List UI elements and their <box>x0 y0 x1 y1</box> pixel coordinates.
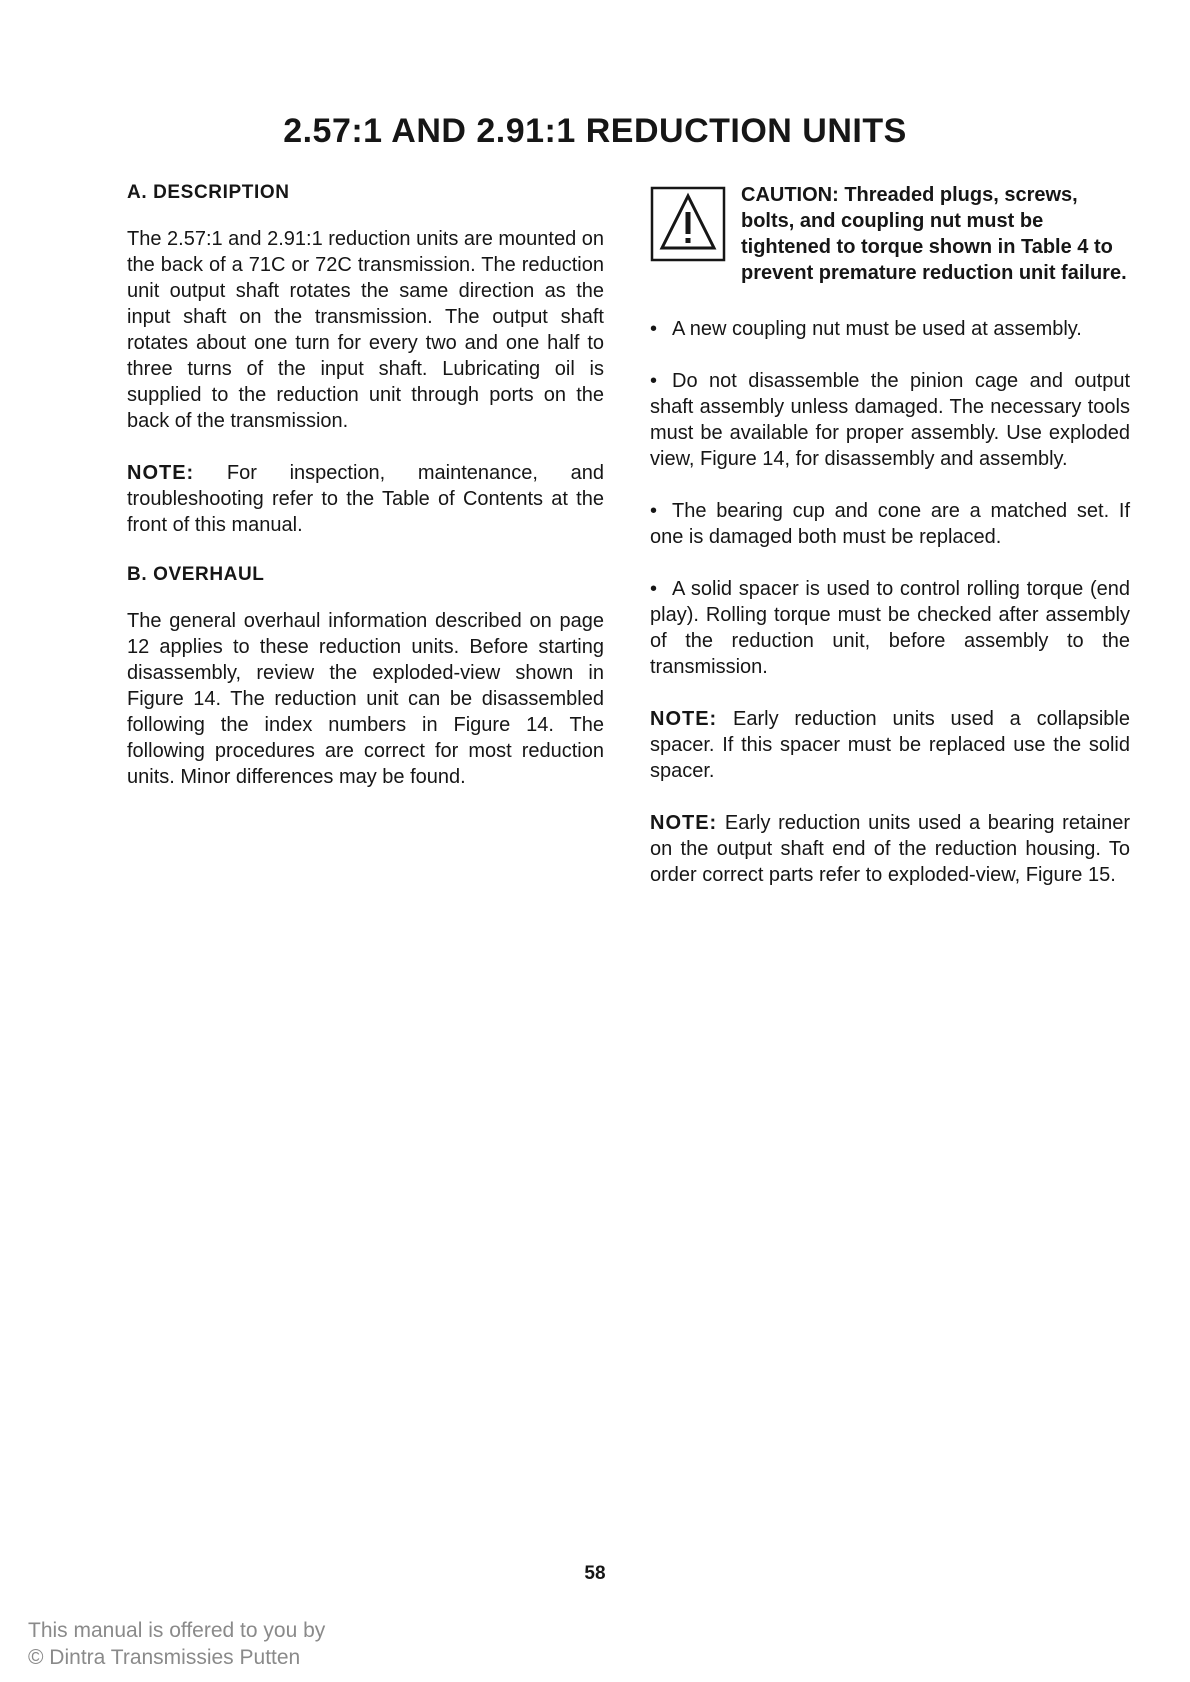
warning-triangle-icon <box>650 186 726 262</box>
overhaul-heading: B. OVERHAUL <box>127 564 265 585</box>
note-label: NOTE: <box>127 462 195 484</box>
page-number: 58 <box>584 1563 606 1584</box>
bullet-icon: • <box>650 370 658 392</box>
right-column <box>650 182 1130 914</box>
note-label: NOTE: <box>650 812 718 834</box>
bullet-text: Do not disassemble the pinion cage and output shaft assembly unless damaged. The necessary tools must be available for proper assembly. Use exploded view, Figure 14, for disassembly and assembly. <box>650 370 1130 470</box>
collapsible-spacer-note <box>650 706 1130 784</box>
bullet-item <box>650 316 1130 342</box>
caution-block <box>650 182 1130 286</box>
page-title: 2.57:1 AND 2.91:1 REDUCTION UNITS <box>283 112 907 150</box>
note-text: For inspection, maintenance, and troubleshooting refer to the Table of Contents at the front of this manual. <box>127 462 605 536</box>
description-paragraph: The 2.57:1 and 2.91:1 reduction units are mounted on the back of a 71C or 72C transmission. The reduction unit output shaft rotates the same direction as the input shaft on the transmission. The output shaft rotates about one turn for every two and one half to three turns of the input shaft. Lubricating oil is supplied to the reduction unit through ports on the back of the transmission. <box>127 228 605 432</box>
bullet-icon: • <box>650 578 658 600</box>
footer-line-2: © Dintra Transmissies Putten <box>28 1646 301 1669</box>
bullet-icon: • <box>650 500 658 522</box>
bearing-retainer-note <box>650 810 1130 888</box>
bullet-item <box>650 368 1130 472</box>
note-text: Early reduction units used a collapsible spacer. If this spacer must be replaced use the solid spacer. <box>650 708 1130 782</box>
bullet-text: A new coupling nut must be used at assembly. <box>672 318 1082 340</box>
note-label: NOTE: <box>650 708 718 730</box>
bullet-item <box>650 576 1130 680</box>
description-heading: A. DESCRIPTION <box>127 182 290 203</box>
bullet-text: A solid spacer is used to control rolling torque (end play). Rolling torque must be checked after assembly of the reduction unit, before assembly to the transmission. <box>650 578 1130 678</box>
bullet-item <box>650 498 1130 550</box>
footer-line-1: This manual is offered to you by <box>28 1619 326 1642</box>
inspection-note <box>127 460 604 538</box>
bullet-icon: • <box>650 318 658 340</box>
left-column <box>127 182 604 816</box>
caution-text: CAUTION: Threaded plugs, screws, bolts, and coupling nut must be tightened to torque shown in Table 4 to prevent premature reduction unit failure. <box>741 184 1127 284</box>
overhaul-paragraph: The general overhaul information described on page 12 applies to these reduction units. Before starting disassembly, review the exploded-view shown in Figure 14. The reduction unit can be disassembled following the index numbers in Figure 14. The following procedures are correct for most reduction units. Minor differences may be found. <box>127 610 604 788</box>
note-text: Early reduction units used a bearing retainer on the output shaft end of the reduction housing. To order correct parts refer to exploded-view, Figure 15. <box>650 812 1130 886</box>
bullet-text: The bearing cup and cone are a matched set. If one is damaged both must be replaced. <box>650 500 1130 548</box>
footer-credit <box>28 1617 325 1671</box>
